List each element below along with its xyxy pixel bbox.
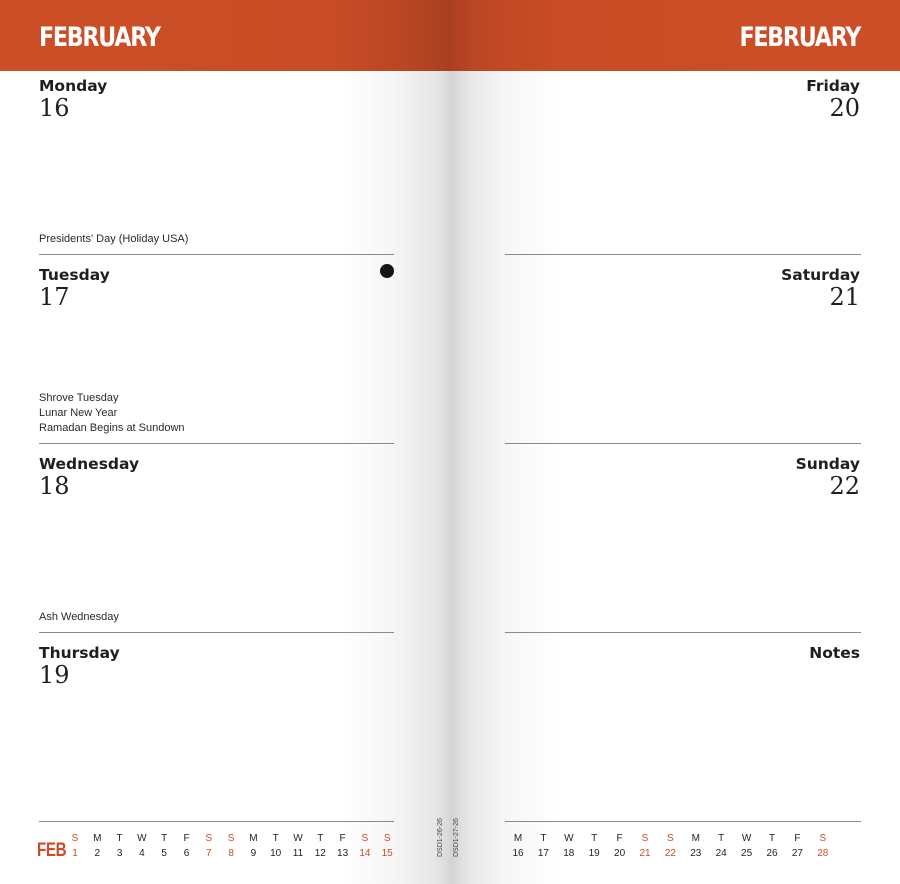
mini-calendar-weekday: S [227,833,235,844]
day-name: Wednesday [39,455,140,473]
day-number: 17 [39,283,70,311]
day-number: 18 [39,472,70,500]
mini-calendar-weekday: W [137,833,147,844]
mini-calendar-day [762,831,782,861]
mini-calendar-day [199,831,219,861]
day-divider [39,254,394,255]
mini-calendar-day [65,831,85,861]
holiday-entry: Ramadan Begins at Sundown [39,422,185,434]
mini-calendar-weekday: S [205,833,213,844]
day-divider [505,254,861,255]
mini-calendar-day [610,831,630,861]
mini-calendar-weekday: S [361,833,369,844]
mini-calendar-date: 12 [314,848,326,859]
mini-calendar-weekday: S [819,833,827,844]
mini-calendar-day [711,831,731,861]
mini-calendar-date: 16 [512,848,524,859]
left-month-title: FEBRUARY [39,22,160,53]
day-name: Monday [39,77,108,95]
mini-calendar-date: 26 [766,848,778,859]
holiday-list [39,391,394,436]
print-code: DSD1-26-26 [437,818,444,857]
mini-calendar-weekday: W [741,833,752,844]
mini-calendar-day [584,831,604,861]
mini-calendar-weekday: S [641,833,649,844]
mini-calendar-weekday: T [272,833,279,844]
mini-calendar-date: 1 [72,848,78,859]
day-saturday [505,266,860,309]
mini-calendar-day [508,831,528,861]
mini-calendar-date: 7 [206,848,212,859]
mini-calendar-weekday: F [183,833,190,844]
day-number: 20 [829,94,860,122]
mini-calendar-day [533,831,553,861]
mini-calendar-date: 24 [715,848,727,859]
mini-calendar-day [787,831,807,861]
holiday-entry: Shrove Tuesday [39,392,119,404]
day-number: 16 [39,94,70,122]
left-header-band [0,0,450,71]
notes-section[interactable] [505,644,860,662]
mini-calendar-date: 6 [183,848,190,859]
mini-calendar-weekday: M [249,833,258,844]
mini-calendar-weekday: S [383,833,391,844]
mini-calendar-weekday: T [540,833,547,844]
mini-calendar-weekday: F [794,833,801,844]
day-divider [505,443,861,444]
mini-calendar-day [132,831,152,861]
mini-calendar-date: 20 [614,848,626,859]
day-divider [505,632,861,633]
mini-calendar-date: 15 [381,848,393,859]
holiday-list [39,610,394,625]
mini-calendar-weekday: M [513,833,523,844]
right-page [450,0,900,884]
mini-calendar-day [154,831,174,861]
mini-calendar-weekday: T [317,833,324,844]
mini-calendar-day [243,831,263,861]
day-friday [505,77,860,120]
mini-calendar-day [686,831,706,861]
mini-calendar-date: 18 [563,848,575,859]
mini-calendar-date: 5 [161,848,167,859]
notes-label: Notes [809,644,860,662]
mini-calendar-weekday: M [691,833,700,844]
print-code: DSD1-27-26 [453,818,460,857]
mini-calendar-rule [39,821,394,822]
holiday-entry: Lunar New Year [39,407,118,419]
mini-calendar-rule [505,821,861,822]
mini-calendar-weekday: S [71,833,79,844]
day-name: Saturday [781,266,860,284]
holiday-entry: Ash Wednesday [39,611,119,623]
mini-calendar-day [377,831,397,861]
mini-calendar-date: 23 [690,848,702,859]
mini-calendar-day [288,831,308,861]
day-divider [39,632,394,633]
mini-calendar-day [87,831,107,861]
mini-calendar-day [310,831,330,861]
mini-calendar-date: 14 [359,848,371,859]
day-number: 21 [829,283,860,311]
day-number: 22 [829,472,860,500]
right-month-title: FEBRUARY [739,22,860,53]
day-wednesday [39,455,394,498]
day-name: Thursday [39,644,120,662]
mini-calendar-day [355,831,375,861]
mini-calendar-weekday: W [564,833,574,844]
day-thursday [39,644,394,687]
mini-calendar-weekday: M [93,833,102,844]
mini-calendar-weekday: T [591,833,598,844]
mini-calendar-day [177,831,197,861]
right-header-band [450,0,900,71]
day-sunday [505,455,860,498]
mini-calendar-date: 13 [337,848,349,859]
day-name: Sunday [795,455,860,473]
mini-calendar-date: 21 [639,848,651,859]
mini-calendar-day [221,831,241,861]
mini-calendar-date: 28 [817,848,829,859]
mini-calendar-weekday: T [161,833,168,844]
mini-calendar-date: 8 [228,848,234,859]
mini-calendar-date: 4 [139,848,145,859]
mini-calendar-date: 19 [588,848,600,859]
mini-calendar-date: 9 [250,848,257,859]
day-name: Friday [806,77,860,95]
mini-calendar-weekday: F [339,833,346,844]
mini-calendar-date: 3 [116,848,123,859]
mini-calendar-day [266,831,286,861]
mini-calendar-day [660,831,680,861]
mini-calendar-day [333,831,353,861]
mini-calendar-weekday: F [616,833,623,844]
mini-calendar-date: 17 [537,848,549,859]
mini-calendar-weekday: T [718,833,725,844]
mini-calendar-date: 22 [664,848,676,859]
mini-calendar-date: 2 [94,848,101,859]
mini-calendar-day [813,831,833,861]
mini-calendar-date: 27 [791,848,803,859]
mini-calendar-day [737,831,757,861]
holiday-entry: Presidents' Day (Holiday USA) [39,233,189,245]
holiday-list [39,232,394,247]
mini-calendar-date: 10 [270,848,282,859]
day-monday [39,77,394,120]
mini-calendar-date: 11 [292,848,304,859]
mini-calendar-day [110,831,130,861]
mini-calendar-month: FEB [37,840,67,861]
day-tuesday [39,266,394,309]
mini-calendar-date: 25 [741,848,753,859]
mini-calendar-weekday: T [768,833,776,844]
mini-calendar-weekday: T [116,833,123,844]
mini-calendar-day [559,831,579,861]
day-name: Tuesday [39,266,110,284]
mini-calendar-weekday: W [293,833,303,844]
mini-calendar-weekday: S [667,833,674,844]
day-number: 19 [39,661,70,689]
mini-calendar-day [635,831,655,861]
new-moon-icon [380,264,394,278]
day-divider [39,443,394,444]
